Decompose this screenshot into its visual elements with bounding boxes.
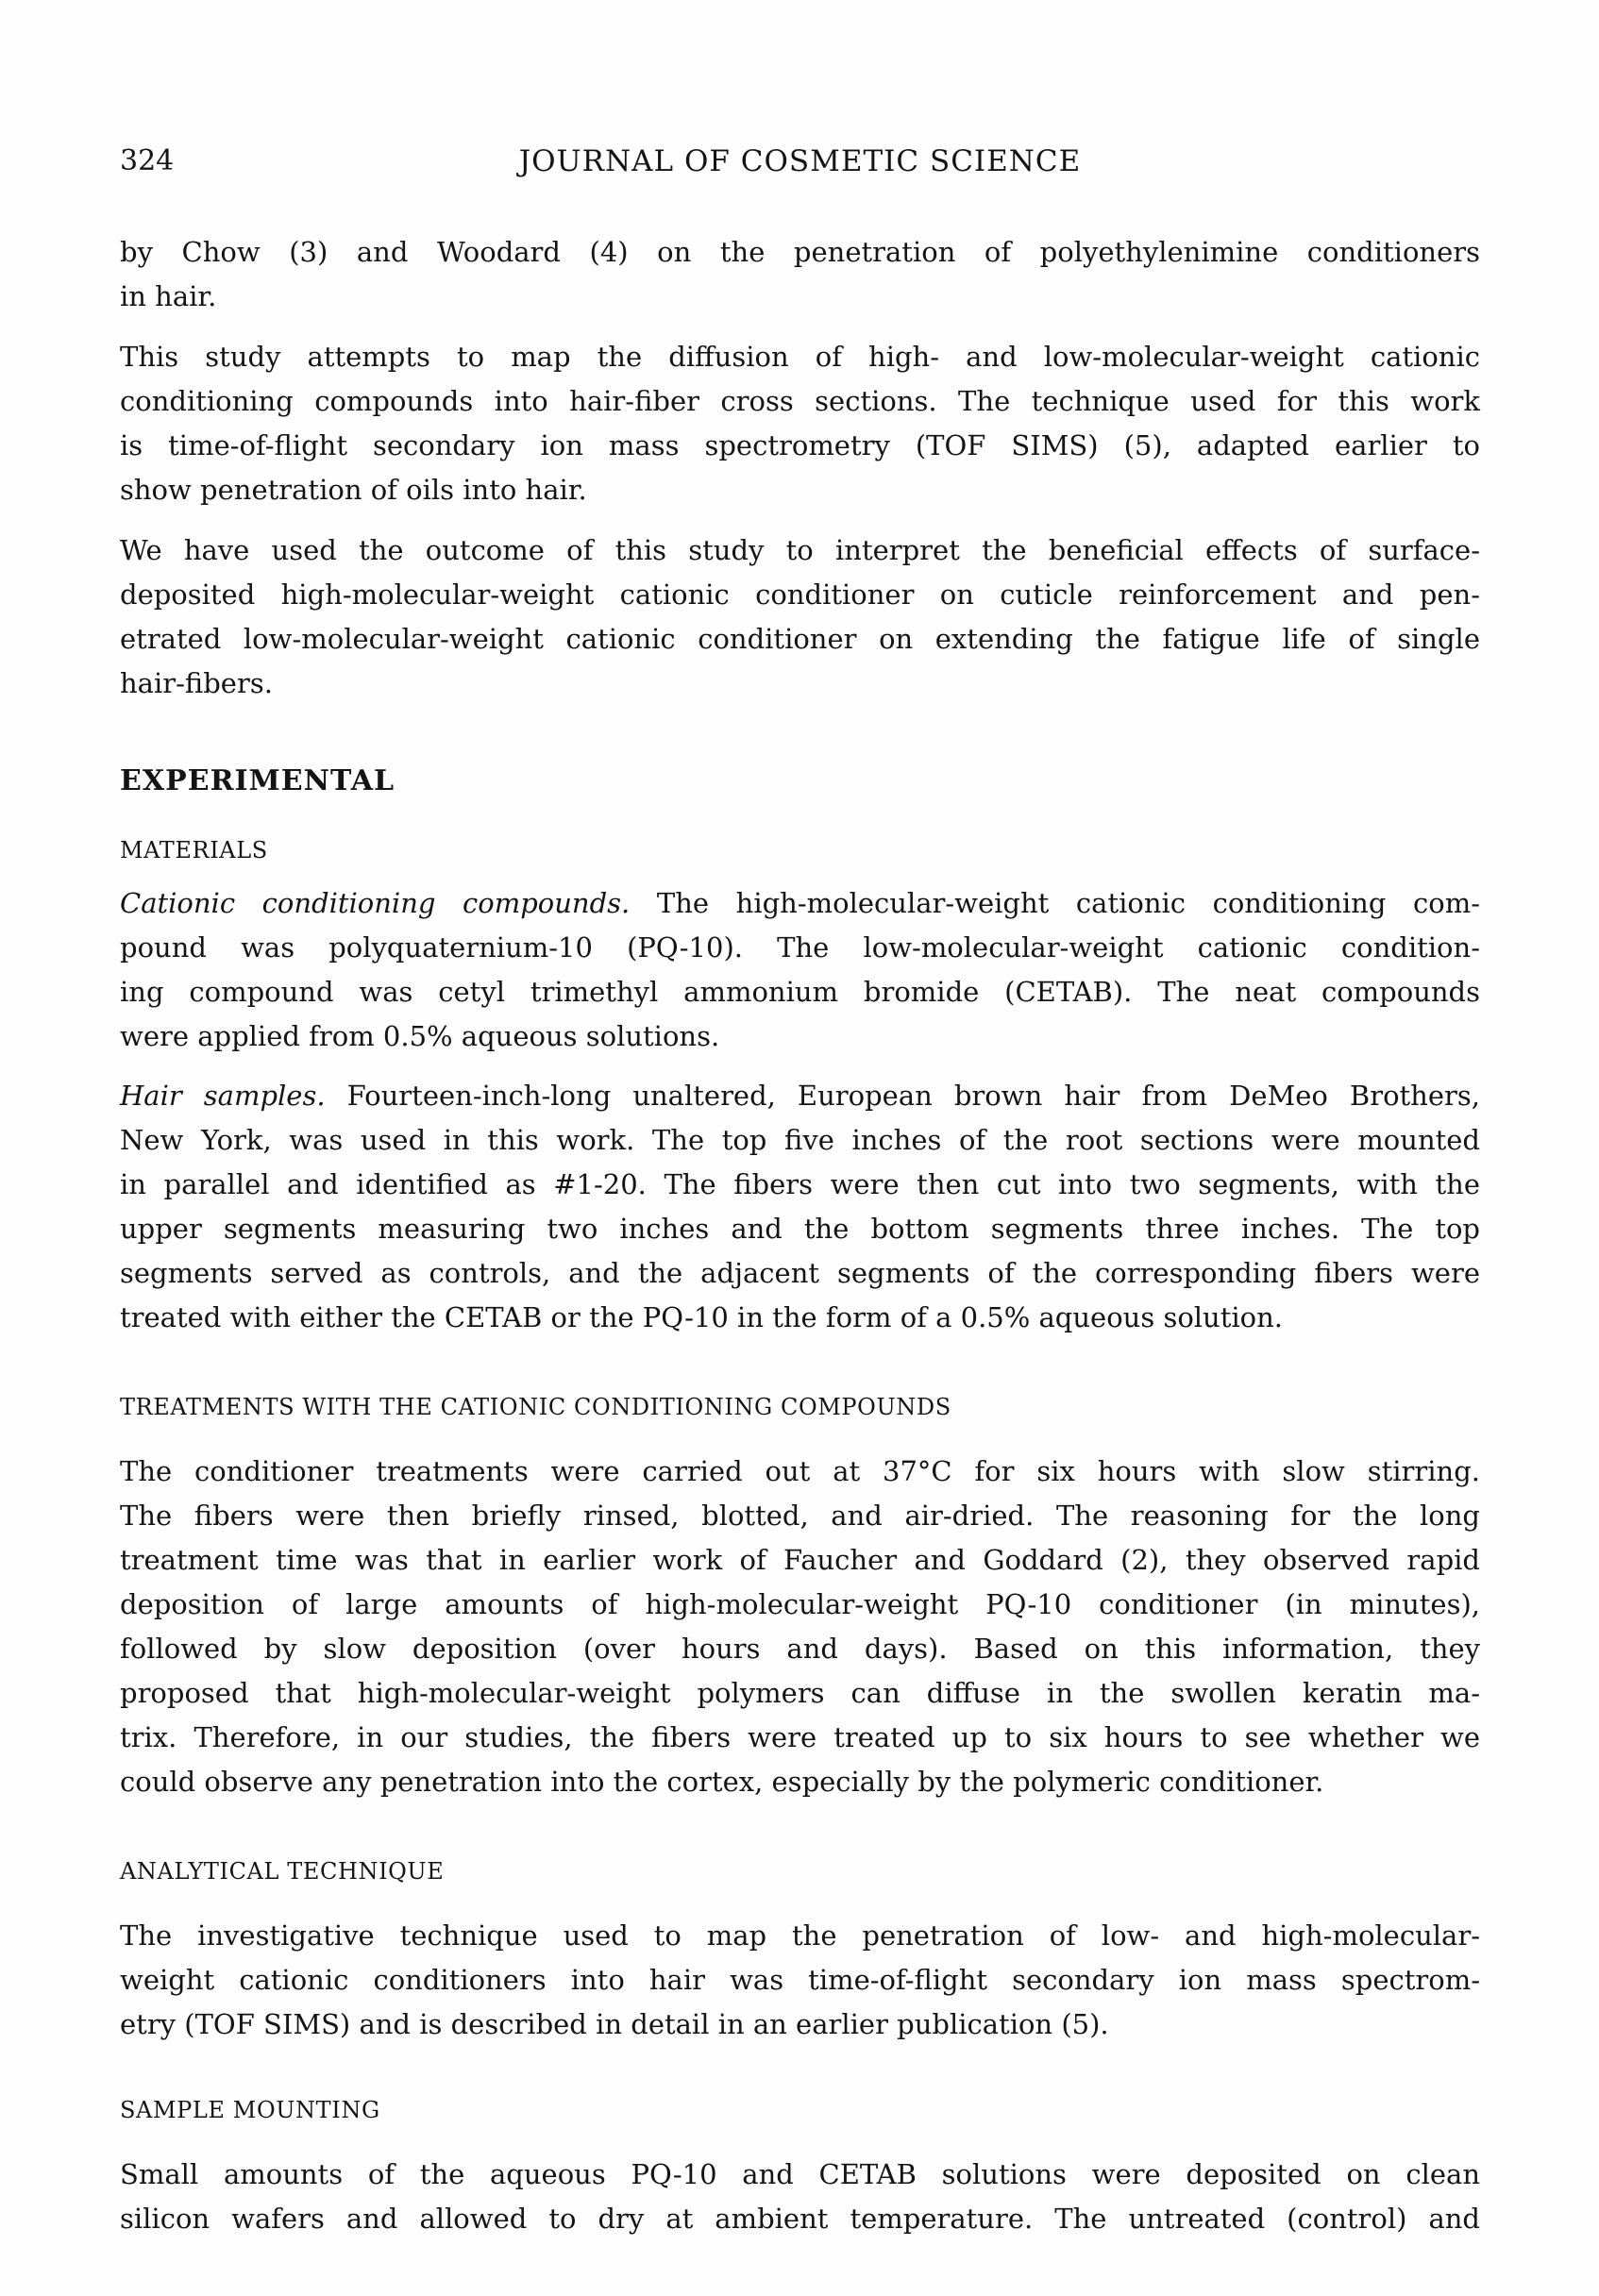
- text-line: The investigative technique used to map the penetration of low- and high-molecular-: [120, 1919, 1480, 1952]
- text-run: Fourteen-inch-long unaltered, European brown hair from DeMeo Brothers,: [325, 1080, 1480, 1112]
- text-line: [120, 1074, 1480, 1118]
- text-line: This study attempts to map the diffusion of high- and low-molecular-weight cationic: [120, 341, 1480, 373]
- subsection-heading-analytical-technique: ANALYTICAL TECHNIQUE: [120, 1858, 445, 1885]
- text-line: is time-of-flight secondary ion mass spectrometry (TOF SIMS) (5), adapted earlier to: [120, 429, 1480, 461]
- text-line: etry (TOF SIMS) and is described in detail in an earlier publication (5).: [120, 2008, 1109, 2040]
- text-line: in parallel and identified as #1-20. The fibers were then cut into two segments, with the: [120, 1168, 1480, 1200]
- text-line: deposited high-molecular-weight cationic conditioner on cuticle reinforcement and pen-: [120, 578, 1480, 611]
- text-line: could observe any penetration into the cortex, especially by the polymeric conditioner.: [120, 1766, 1324, 1798]
- text-line: [120, 881, 1480, 926]
- text-line: The fibers were then briefly rinsed, blotted, and air-dried. The reasoning for the long: [120, 1500, 1480, 1532]
- text-line: followed by slow deposition (over hours and days). Based on this information, they: [120, 1633, 1480, 1665]
- paragraph-intro-continuation: [120, 230, 1480, 319]
- section-heading-experimental: EXPERIMENTAL: [120, 764, 396, 797]
- journal-title: JOURNAL OF COSMETIC SCIENCE: [518, 144, 1082, 178]
- text-line: deposition of large amounts of high-molecular-weight PQ-10 conditioner (in minutes),: [120, 1588, 1480, 1620]
- text-line: etrated low-molecular-weight cationic conditioner on extending the fatigue life of single: [120, 623, 1480, 655]
- paragraph-cationic-compounds: [120, 881, 1480, 1059]
- text-run: The high-molecular-weight cationic conditioning com-: [630, 887, 1480, 919]
- page-number: 324: [120, 144, 175, 177]
- text-line: pound was polyquaternium-10 (PQ-10). The low-molecular-weight cationic condition-: [120, 931, 1480, 964]
- text-line: treated with either the CETAB or the PQ-10 in the form of a 0.5% aqueous solution.: [120, 1301, 1284, 1333]
- paragraph-study-aim: [120, 335, 1480, 512]
- text-line: by Chow (3) and Woodard (4) on the penetration of polyethylenimine conditioners: [120, 236, 1480, 268]
- text-line: upper segments measuring two inches and the bottom segments three inches. The top: [120, 1213, 1480, 1245]
- paragraph-sample-mounting: [120, 2153, 1480, 2241]
- paragraph-lead-italic: Cationic conditioning compounds.: [120, 887, 631, 919]
- paragraph-lead-italic: Hair samples.: [120, 1080, 326, 1112]
- text-line: show penetration of oils into hair.: [120, 474, 587, 506]
- text-line: in hair.: [120, 280, 217, 312]
- text-line: New York, was used in this work. The top five inches of the root sections were mounted: [120, 1124, 1480, 1156]
- paragraph-treatments: [120, 1450, 1480, 1804]
- text-line: were applied from 0.5% aqueous solutions.: [120, 1020, 720, 1052]
- text-line: We have used the outcome of this study to interpret the beneficial effects of surface-: [120, 534, 1480, 566]
- text-line: proposed that high-molecular-weight polymers can diffuse in the swollen keratin ma-: [120, 1677, 1480, 1709]
- text-line: silicon wafers and allowed to dry at ambient temperature. The untreated (control) and: [120, 2203, 1480, 2235]
- subsection-heading-treatments: TREATMENTS WITH THE CATIONIC CONDITIONING COMPOUNDS: [120, 1394, 951, 1420]
- text-line: ing compound was cetyl trimethyl ammonium bromide (CETAB). The neat compounds: [120, 976, 1480, 1008]
- text-line: weight cationic conditioners into hair was time-of-flight secondary ion mass spectrom-: [120, 1964, 1480, 1996]
- paragraph-outcome: [120, 528, 1480, 706]
- text-line: Small amounts of the aqueous PQ-10 and CETAB solutions were deposited on clean: [120, 2158, 1480, 2190]
- subsection-heading-materials: MATERIALS: [120, 837, 268, 863]
- text-line: trix. Therefore, in our studies, the fibers were treated up to six hours to see whether we: [120, 1721, 1480, 1753]
- running-head: [120, 142, 1480, 181]
- text-line: segments served as controls, and the adjacent segments of the corresponding fibers were: [120, 1257, 1480, 1289]
- text-line: treatment time was that in earlier work of Faucher and Goddard (2), they observed rapid: [120, 1544, 1480, 1576]
- paragraph-analytical-technique: [120, 1914, 1480, 2047]
- text-line: The conditioner treatments were carried out at 37°C for six hours with slow stirring.: [120, 1455, 1480, 1487]
- text-line: conditioning compounds into hair-fiber cross sections. The technique used for this work: [120, 385, 1480, 417]
- text-column: [120, 142, 1480, 2241]
- paragraph-hair-samples: [120, 1074, 1480, 1340]
- text-line: hair-fibers.: [120, 667, 273, 699]
- subsection-heading-sample-mounting: SAMPLE MOUNTING: [120, 2097, 380, 2123]
